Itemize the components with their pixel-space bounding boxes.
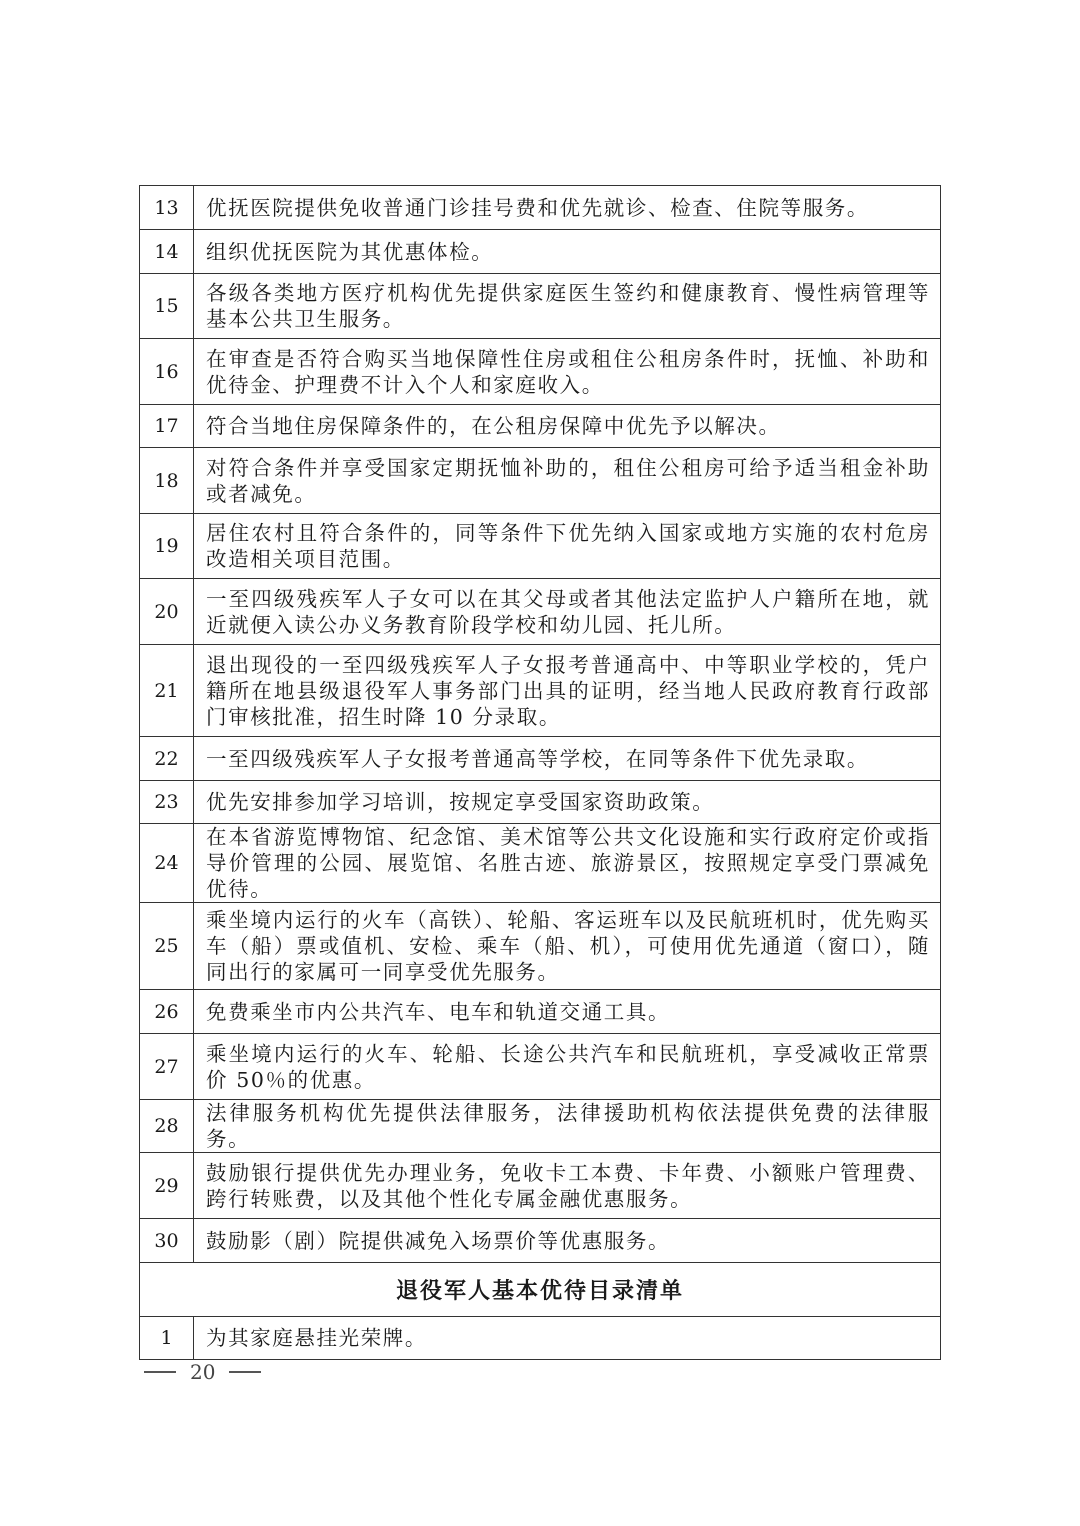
table-row (140, 1100, 941, 1153)
table-row (140, 737, 941, 781)
table-row (140, 824, 941, 903)
table-row (140, 448, 941, 514)
section-heading-row (140, 1263, 941, 1317)
row-number: 14 (140, 230, 194, 274)
row-text: 法律服务机构优先提供法律服务，法律援助机构依法提供免费的法律服务。 (194, 1100, 941, 1153)
row-number: 28 (140, 1100, 194, 1153)
section-heading: 退役军人基本优待目录清单 (140, 1263, 941, 1317)
table-row (140, 903, 941, 990)
table-row (140, 990, 941, 1034)
table-row (140, 1153, 941, 1219)
row-text: 优抚医院提供免收普通门诊挂号费和优先就诊、检查、住院等服务。 (194, 186, 941, 230)
row-number: 17 (140, 405, 194, 448)
row-number: 30 (140, 1219, 194, 1263)
row-number: 26 (140, 990, 194, 1034)
row-number: 23 (140, 781, 194, 824)
footer-dash-left (144, 1371, 176, 1373)
row-text: 在本省游览博物馆、纪念馆、美术馆等公共文化设施和实行政府定价或指导价管理的公园、展览馆、名胜古迹、旅游景区，按照规定享受门票减免优待。 (194, 824, 941, 903)
row-text: 在审查是否符合购买当地保障性住房或租住公租房条件时，抚恤、补助和优待金、护理费不计入个人和家庭收入。 (194, 339, 941, 405)
table-row (140, 579, 941, 645)
table-row (140, 186, 941, 230)
table-row (140, 339, 941, 405)
row-number: 21 (140, 645, 194, 737)
row-text: 退出现役的一至四级残疾军人子女报考普通高中、中等职业学校的，凭户籍所在地县级退役军人事务部门出具的证明，经当地人民政府教育行政部门审核批准，招生时降 10 分录取。 (194, 645, 941, 737)
table-row (140, 1219, 941, 1263)
page-footer (144, 1360, 261, 1384)
row-text: 鼓励银行提供优先办理业务，免收卡工本费、卡年费、小额账户管理费、跨行转账费，以及其他个性化专属金融优惠服务。 (194, 1153, 941, 1219)
table-row (140, 781, 941, 824)
row-number: 25 (140, 903, 194, 990)
row-text: 乘坐境内运行的火车、轮船、长途公共汽车和民航班机，享受减收正常票价 50％的优惠。 (194, 1034, 941, 1100)
row-number: 15 (140, 274, 194, 339)
row-text: 乘坐境内运行的火车（高铁）、轮船、客运班车以及民航班机时，优先购买车（船）票或值机、安检、乘车（船、机），可使用优先通道（窗口），随同出行的家属可一同享受优先服务。 (194, 903, 941, 990)
row-number: 24 (140, 824, 194, 903)
row-text: 一至四级残疾军人子女可以在其父母或者其他法定监护人户籍所在地，就近就便入读公办义务教育阶段学校和幼儿园、托儿所。 (194, 579, 941, 645)
row-text: 鼓励影（剧）院提供减免入场票价等优惠服务。 (194, 1219, 941, 1263)
row-number: 29 (140, 1153, 194, 1219)
table-row (140, 405, 941, 448)
row-number: 22 (140, 737, 194, 781)
row-text: 为其家庭悬挂光荣牌。 (194, 1317, 941, 1360)
row-number: 1 (140, 1317, 194, 1360)
row-text: 组织优抚医院为其优惠体检。 (194, 230, 941, 274)
row-number: 20 (140, 579, 194, 645)
benefits-table (139, 185, 941, 1360)
row-number: 18 (140, 448, 194, 514)
footer-dash-right (229, 1371, 261, 1373)
table-row (140, 230, 941, 274)
table-row (140, 514, 941, 579)
row-text: 一至四级残疾军人子女报考普通高等学校，在同等条件下优先录取。 (194, 737, 941, 781)
table-row (140, 1034, 941, 1100)
row-text: 符合当地住房保障条件的，在公租房保障中优先予以解决。 (194, 405, 941, 448)
row-text: 对符合条件并享受国家定期抚恤补助的，租住公租房可给予适当租金补助或者减免。 (194, 448, 941, 514)
table-row (140, 274, 941, 339)
row-text: 免费乘坐市内公共汽车、电车和轨道交通工具。 (194, 990, 941, 1034)
row-number: 13 (140, 186, 194, 230)
row-text: 居住农村且符合条件的，同等条件下优先纳入国家或地方实施的农村危房改造相关项目范围。 (194, 514, 941, 579)
row-number: 27 (140, 1034, 194, 1100)
table-row (140, 645, 941, 737)
row-number: 19 (140, 514, 194, 579)
row-text: 各级各类地方医疗机构优先提供家庭医生签约和健康教育、慢性病管理等基本公共卫生服务。 (194, 274, 941, 339)
table-row (140, 1317, 941, 1360)
row-text: 优先安排参加学习培训，按规定享受国家资助政策。 (194, 781, 941, 824)
row-number: 16 (140, 339, 194, 405)
page-number: 20 (190, 1360, 216, 1384)
